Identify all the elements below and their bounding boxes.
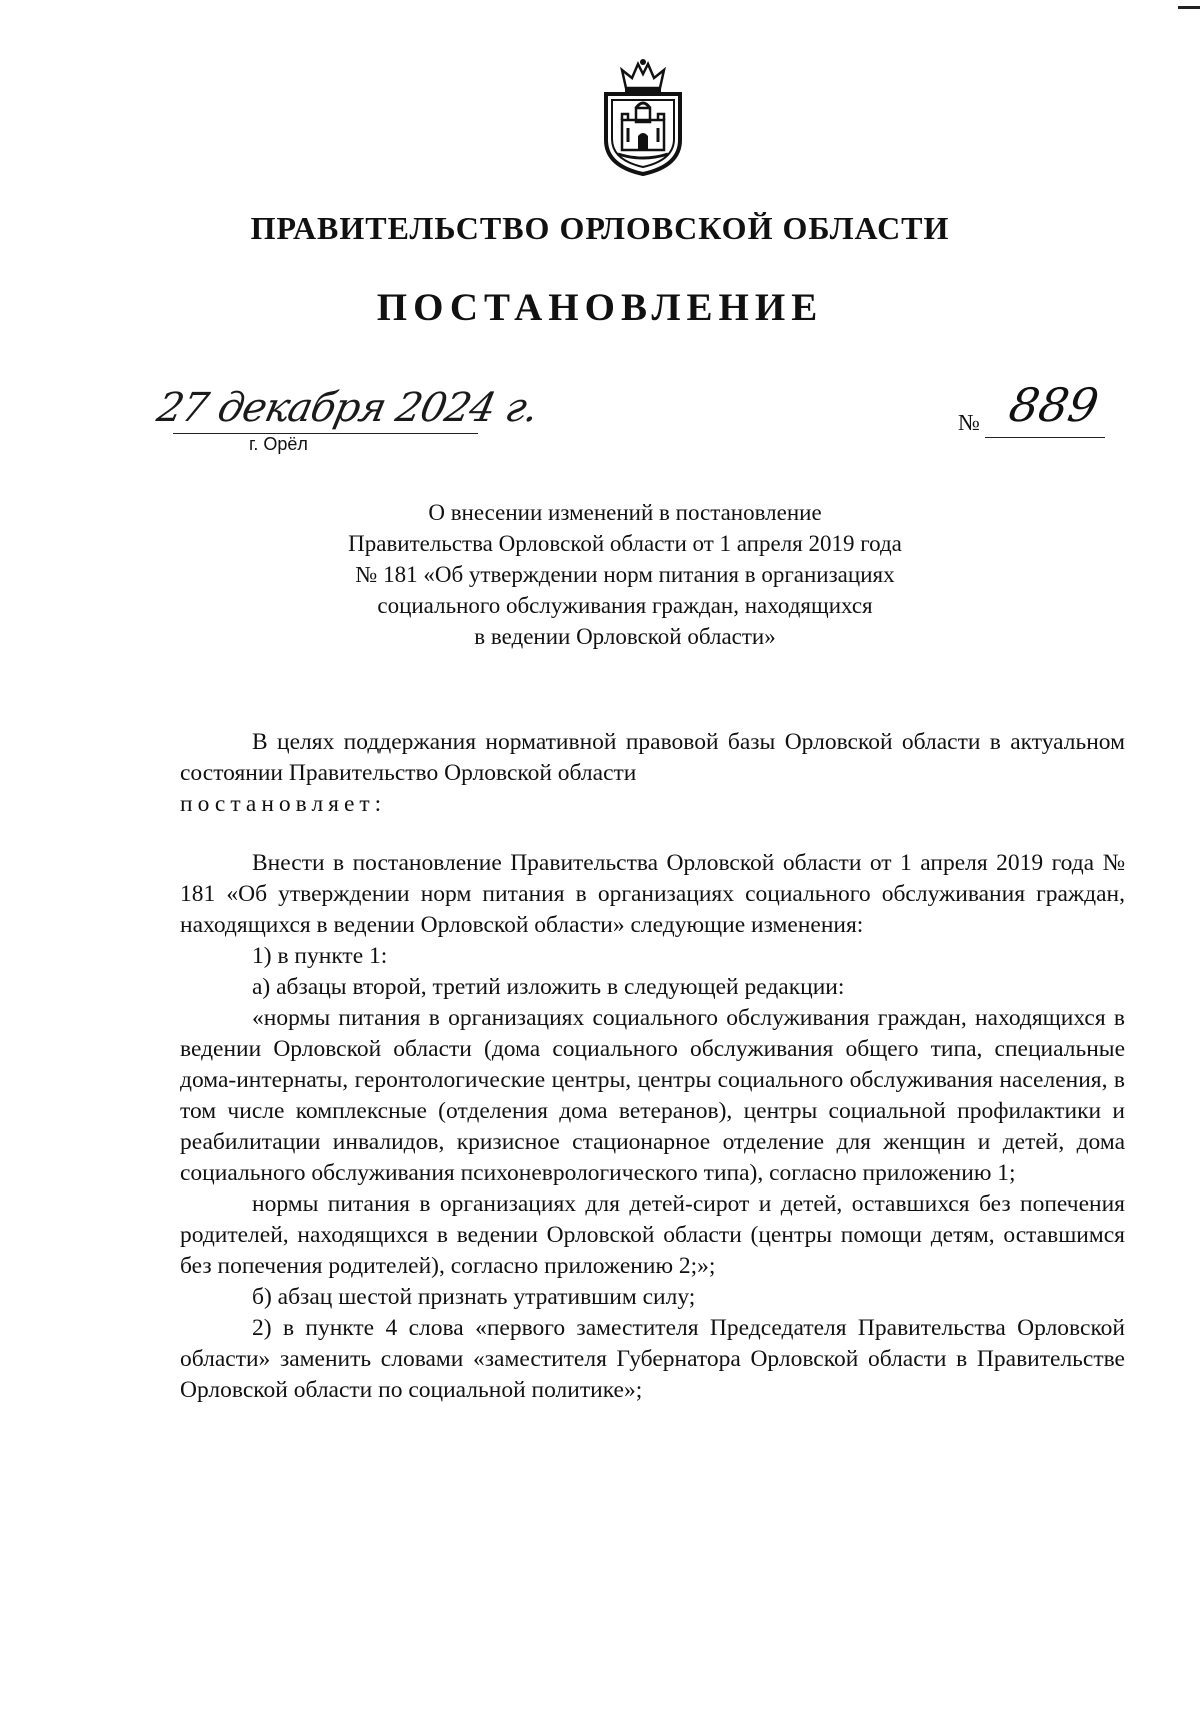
subject-line: № 181 «Об утверждении норм питания в организациях <box>355 562 895 587</box>
city-label: г. Орёл <box>249 434 308 454</box>
preamble-text: В целях поддержания нормативной правовой базы Орловской области в актуальном состоянии Правительство Орловской области <box>180 729 1125 786</box>
coat-of-arms-icon <box>598 58 688 178</box>
preamble-paragraph <box>180 727 1125 789</box>
document-subject <box>250 497 1000 652</box>
number-underline <box>985 437 1105 438</box>
body-paragraph: нормы питания в организациях для детей-сирот и детей, оставшихся без попечения родителей, находящихся в ведении Орловской области (центры помощи детям, оставшимся без попечения родителей), согласно приложению 2;»; <box>180 1191 1125 1279</box>
body-paragraph: «нормы питания в организациях социального обслуживания граждан, находящихся в ведении Орловской области (дома социального обслуживания общего типа, специальные дома-интернаты, геронтологические центры, центры социального обслуживания населения, в том числе комплексные (отделения дома ветеранов), центры социальной профилактики и реабилитации инвалидов, кризисное стационарное отделение для женщин и детей, дома социального обслуживания психоневрологического типа), согласно приложению 1; <box>180 1005 1125 1186</box>
document-body <box>180 727 1125 1406</box>
resolves-keyword: постановляет: <box>180 791 387 817</box>
subject-line: Правительства Орловской области от 1 апреля 2019 года <box>348 531 902 556</box>
subject-line: О внесении изменений в постановление <box>428 500 822 525</box>
body-paragraph: б) абзац шестой признать утратившим силу; <box>252 1284 696 1310</box>
subject-line: социального обслуживания граждан, находящихся <box>377 593 873 618</box>
preamble-keyword-line <box>180 789 1125 820</box>
subject-line: в ведении Орловской области» <box>474 624 776 649</box>
body-paragraph: 1) в пункте 1: <box>252 943 388 969</box>
body-paragraph: Внести в постановление Правительства Орловской области от 1 апреля 2019 года № 181 «Об утверждении норм питания в организациях социального обслуживания граждан, находящихся в ведении Орловской области» следующие изменения: <box>180 850 1125 938</box>
page-edge-mark <box>1178 6 1200 9</box>
body-paragraph: 2) в пункте 4 слова «первого заместителя Председателя Правительства Орловской области» заменить словами «заместителя Губернатора Орловской области в Правительстве Орловской области по социальной политике»; <box>180 1315 1125 1403</box>
document-type-title: ПОСТАНОВЛЕНИЕ <box>376 286 824 329</box>
handwritten-number: 889 <box>1005 378 1103 432</box>
body-paragraph: а) абзацы второй, третий изложить в следующей редакции: <box>252 974 845 1000</box>
date-underline <box>173 433 478 434</box>
handwritten-date: 27 декабря 2024 г. <box>153 385 542 431</box>
organization-title: ПРАВИТЕЛЬСТВО ОРЛОВСКОЙ ОБЛАСТИ <box>250 210 950 246</box>
number-sign: № <box>958 410 980 435</box>
